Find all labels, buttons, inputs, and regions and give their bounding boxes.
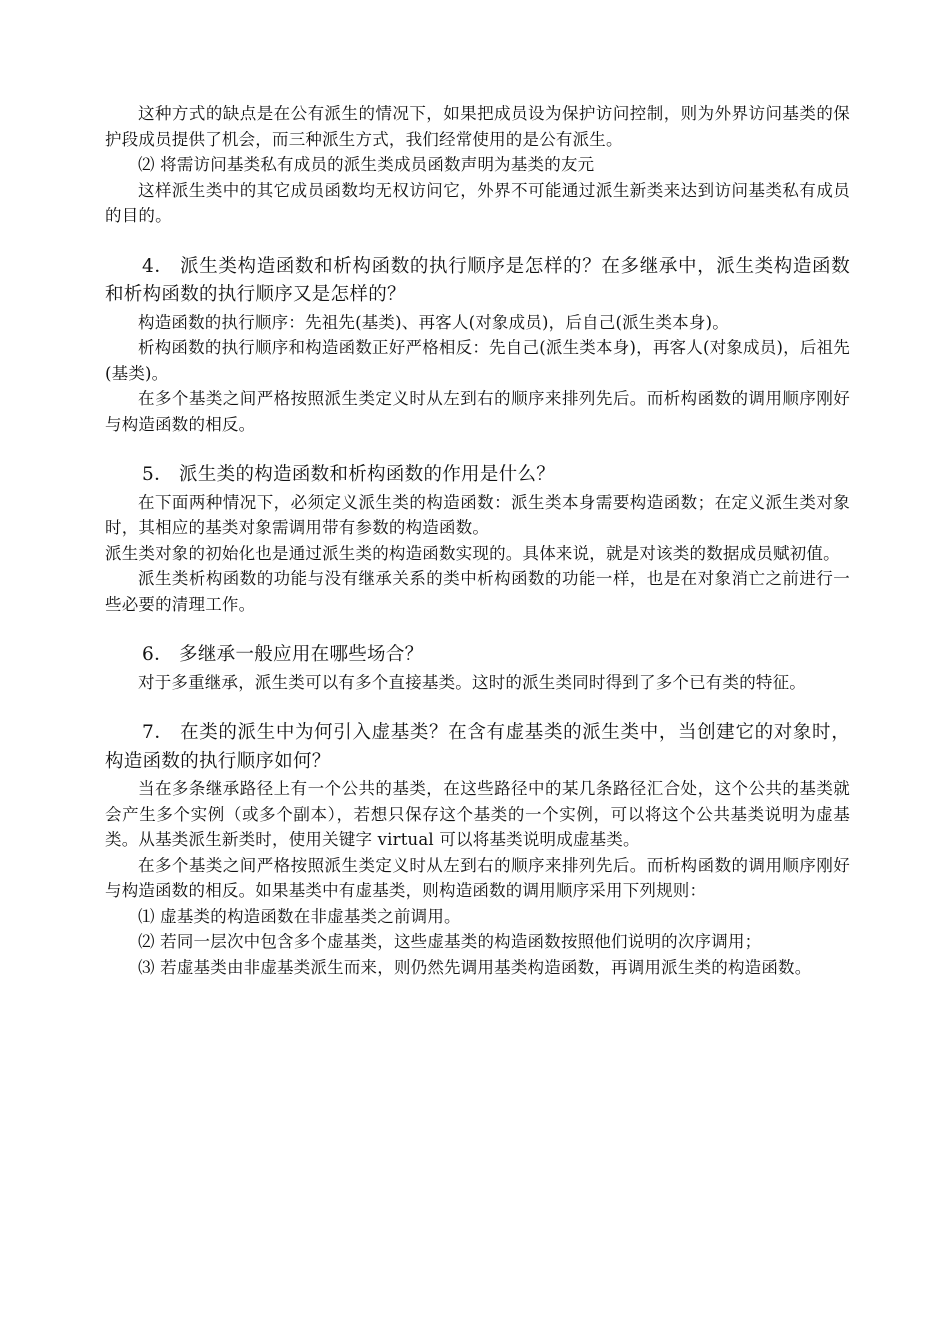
document-page (105, 101, 850, 980)
question-heading-4: 4． 派生类构造函数和析构函数的执行顺序是怎样的？在多继承中，派生类构造函数和析构函数的执行顺序又是怎样的？ (105, 255, 850, 305)
paragraph: 析构函数的执行顺序和构造函数正好严格相反：先自己(派生类本身)，再客人(对象成员)，后祖先(基类)。 (105, 338, 850, 383)
paragraph: 当在多条继承路径上有一个公共的基类，在这些路径中的某几条路径汇合处，这个公共的基类就会产生多个实例（或多个副本），若想只保存这个基类的一个实例，可以将这个公共基类说明为虚基类。从基类派生新类时，使用关键字 virtual 可以将基类说明成虚基类。 (105, 779, 850, 849)
question-heading-7: 7． 在类的派生中为何引入虚基类？在含有虚基类的派生类中，当创建它的对象时，构造函数的执行顺序如何？ (105, 722, 850, 772)
spacer (105, 617, 850, 641)
question-heading-5: 5． 派生类的构造函数和析构函数的作用是什么？ (142, 464, 556, 485)
paragraph: 对于多重继承，派生类可以有多个直接基类。这时的派生类同时得到了多个已有类的特征。 (138, 672, 806, 692)
paragraph: 这种方式的缺点是在公有派生的情况下，如果把成员设为保护访问控制，则为外界访问基类的保护段成员提供了机会，而三种派生方式，我们经常使用的是公有派生。 (105, 104, 850, 149)
paragraph: ⑵ 将需访问基类私有成员的派生类成员函数声明为基类的友元 (138, 155, 595, 174)
paragraph: 派生类对象的初始化也是通过派生类的构造函数实现的。具体来说，就是对该类的数据成员赋初值。 (105, 543, 840, 563)
paragraph: 这样派生类中的其它成员函数均无权访问它，外界不可能通过派生新类来达到访问基类私有成员的目的。 (105, 180, 850, 225)
paragraph: 在多个基类之间严格按照派生类定义时从左到右的顺序来排列先后。而析构函数的调用顺序刚好与构造函数的相反。 (105, 389, 850, 434)
question-heading-6: 6． 多继承一般应用在哪些场合？ (142, 644, 424, 665)
spacer (105, 437, 850, 461)
paragraph: 在下面两种情况下，必须定义派生类的构造函数：派生类本身需要构造函数；在定义派生类对象时，其相应的基类对象需调用带有参数的构造函数。 (105, 492, 850, 537)
spacer (105, 229, 850, 253)
rule-item: ⑴ 虚基类的构造函数在非虚基类之前调用。 (138, 906, 461, 926)
rule-item: ⑶ 若虚基类由非虚基类派生而来，则仍然先调用基类构造函数，再调用派生类的构造函数。 (138, 957, 812, 977)
paragraph: 在多个基类之间严格按照派生类定义时从左到右的顺序来排列先后。而析构函数的调用顺序刚好与构造函数的相反。如果基类中有虚基类，则构造函数的调用顺序采用下列规则： (105, 855, 850, 900)
paragraph: 派生类析构函数的功能与没有继承关系的类中析构函数的功能一样，也是在对象消亡之前进行一些必要的清理工作。 (105, 569, 850, 614)
spacer (105, 695, 850, 719)
paragraph: 构造函数的执行顺序：先祖先(基类)、再客人(对象成员)，后自己(派生类本身)。 (138, 312, 729, 332)
rule-item: ⑵ 若同一层次中包含多个虚基类，这些虚基类的构造函数按照他们说明的次序调用； (138, 932, 762, 951)
